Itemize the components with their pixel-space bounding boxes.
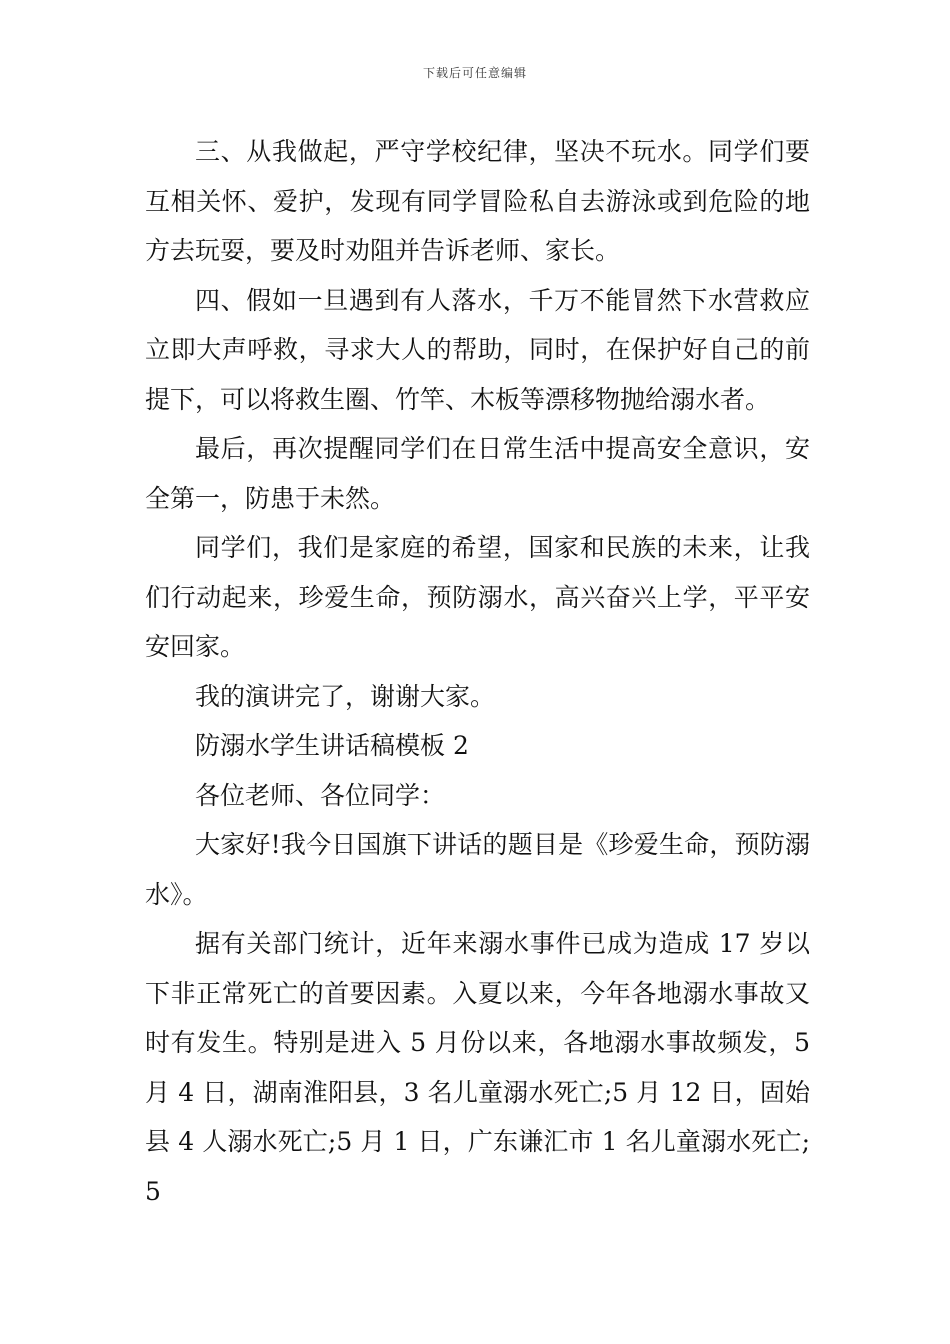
paragraph-salutation: 各位老师、各位同学： [195, 780, 446, 810]
section-title: 防溺水学生讲话稿模板 2 [195, 731, 469, 760]
page-header: 下载后可任意编辑 [422, 66, 527, 80]
paragraph-call-to-action: 同学们，我们是家庭的希望，国家和民族的未来，让我们行动起来，珍爱生命，预防溺水，高兴奋兴上学，平平安安回家。 [145, 533, 810, 661]
paragraph-final-reminder: 最后，再次提醒同学们在日常生活中提高安全意识，安全第一，防患于未然。 [145, 434, 810, 513]
paragraph-greeting: 大家好!我今日国旗下讲话的题目是《珍爱生命，预防溺水》。 [145, 830, 810, 909]
paragraph-statistics: 据有关部门统计，近年来溺水事件已成为造成 17 岁以下非正常死亡的首要因素。入夏以来，今年各地溺水事故又时有发生。特别是进入 5 月份以来，各地溺水事故频发，5 月 4 日，湖南淮阳县，3 名儿童溺水死亡;5 月 12 日，固始县 4 人溺水死亡;5 月 1 日，广东谦汇市 1 名儿童溺水死亡;5 [145, 929, 810, 1206]
paragraph-rule-three: 三、从我做起，严守学校纪律，坚决不玩水。同学们要互相关怀、爱护，发现有同学冒险私自去游泳或到危险的地方去玩耍，要及时劝阻并告诉老师、家长。 [145, 137, 810, 265]
document-body [145, 127, 810, 1216]
paragraph-closing: 我的演讲完了，谢谢大家。 [195, 681, 496, 711]
paragraph-rule-four: 四、假如一旦遇到有人落水，千万不能冒然下水营救应立即大声呼救，寻求大人的帮助，同时，在保护好自己的前提下，可以将救生圈、竹竿、木板等漂移物抛给溺水者。 [145, 285, 810, 414]
